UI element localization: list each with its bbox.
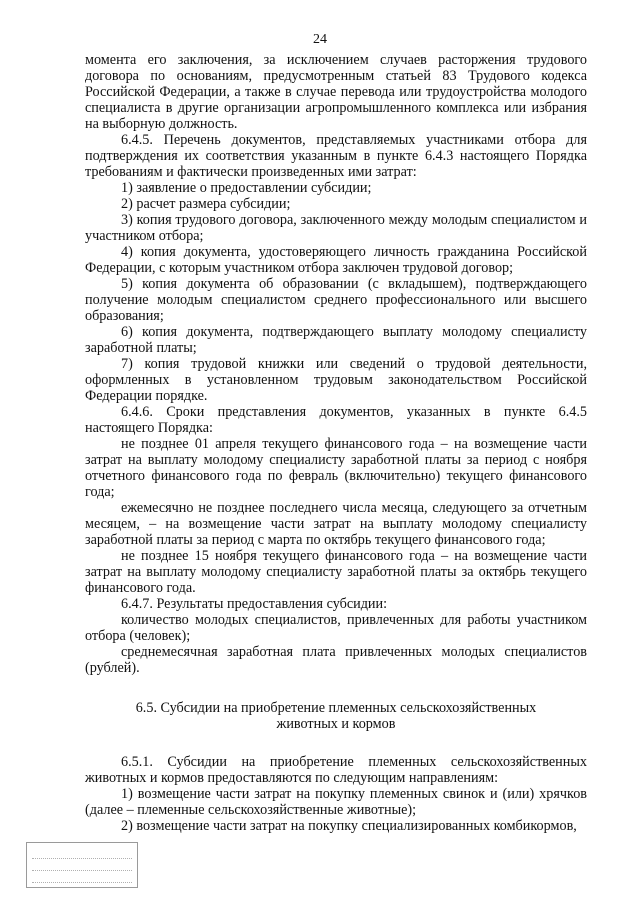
list-item: 7) копия трудовой книжки или сведений о трудовой деятельности, оформленных в установленном трудовым законодательством Российской Федерации порядке. — [85, 356, 587, 404]
paragraph: количество молодых специалистов, привлеченных для работы участником отбора (человек); — [85, 612, 587, 644]
list-item: 3) копия трудового договора, заключенного между молодым специалистом и участником отбора; — [85, 212, 587, 244]
paragraph: 6.5.1. Субсидии на приобретение племенных сельскохозяйственных животных и кормов предоставляются по следующим направлениям: — [85, 754, 587, 786]
list-item: 6) копия документа, подтверждающего выплату молодому специалисту заработной платы; — [85, 324, 587, 356]
list-item: 4) копия документа, удостоверяющего личность гражданина Российской Федерации, с которым участником отбора заключен трудовой договор; — [85, 244, 587, 276]
stamp-line — [32, 847, 132, 859]
paragraph: 6.4.5. Перечень документов, представляемых участниками отбора для подтверждения их соответствия указанным в пункте 6.4.3 настоящего Порядка требованиям и фактически произведенных ими затрат: — [85, 132, 587, 180]
paragraph: среднемесячная заработная плата привлеченных молодых специалистов (рублей). — [85, 644, 587, 676]
paragraph: не позднее 15 ноября текущего финансового года – на возмещение части затрат на выплату молодому специалисту заработной платы за октябрь текущего финансового года. — [85, 548, 587, 596]
paragraph: момента его заключения, за исключением случаев расторжения трудового договора по основаниям, предусмотренным статьей 83 Трудового кодекса Российской Федерации, а также в случае перевода или трудоустройства молодого специалиста в другие организации агропромышленного комплекса или избрания на выборную должность. — [85, 52, 587, 132]
stamp-line — [32, 871, 132, 883]
registration-stamp — [26, 842, 138, 888]
list-item: 2) возмещение части затрат на покупку специализированных комбикормов, — [121, 818, 577, 834]
paragraph: ежемесячно не позднее последнего числа месяца, следующего за отчетным месяцем, – на возмещение части затрат на выплату молодому специалисту заработной платы за период с марта по октябрь текущего финансового года; — [85, 500, 587, 548]
page-number: 24 — [313, 32, 327, 47]
document-body — [85, 52, 587, 834]
stamp-line — [32, 859, 132, 871]
list-item: 2) расчет размера субсидии; — [121, 196, 291, 212]
paragraph: 6.4.6. Сроки представления документов, указанных в пункте 6.4.5 настоящего Порядка: — [85, 404, 587, 436]
section-title: 6.5. Субсидии на приобретение племенных сельскохозяйственных животных и кормов — [135, 700, 537, 732]
list-item: 1) заявление о предоставлении субсидии; — [121, 180, 372, 196]
paragraph: 6.4.7. Результаты предоставления субсидии: — [121, 596, 388, 612]
list-item: 5) копия документа об образовании (с вкладышем), подтверждающего получение молодым специалистом среднего профессионального или высшего образования; — [85, 276, 587, 324]
paragraph: не позднее 01 апреля текущего финансового года – на возмещение части затрат на выплату молодому специалисту заработной платы за период с ноября отчетного финансового года по февраль (включительно) текущего финансового года; — [85, 436, 587, 500]
list-item: 1) возмещение части затрат на покупку племенных свинок и (или) хрячков (далее – племенные сельскохозяйственные животные); — [85, 786, 587, 818]
